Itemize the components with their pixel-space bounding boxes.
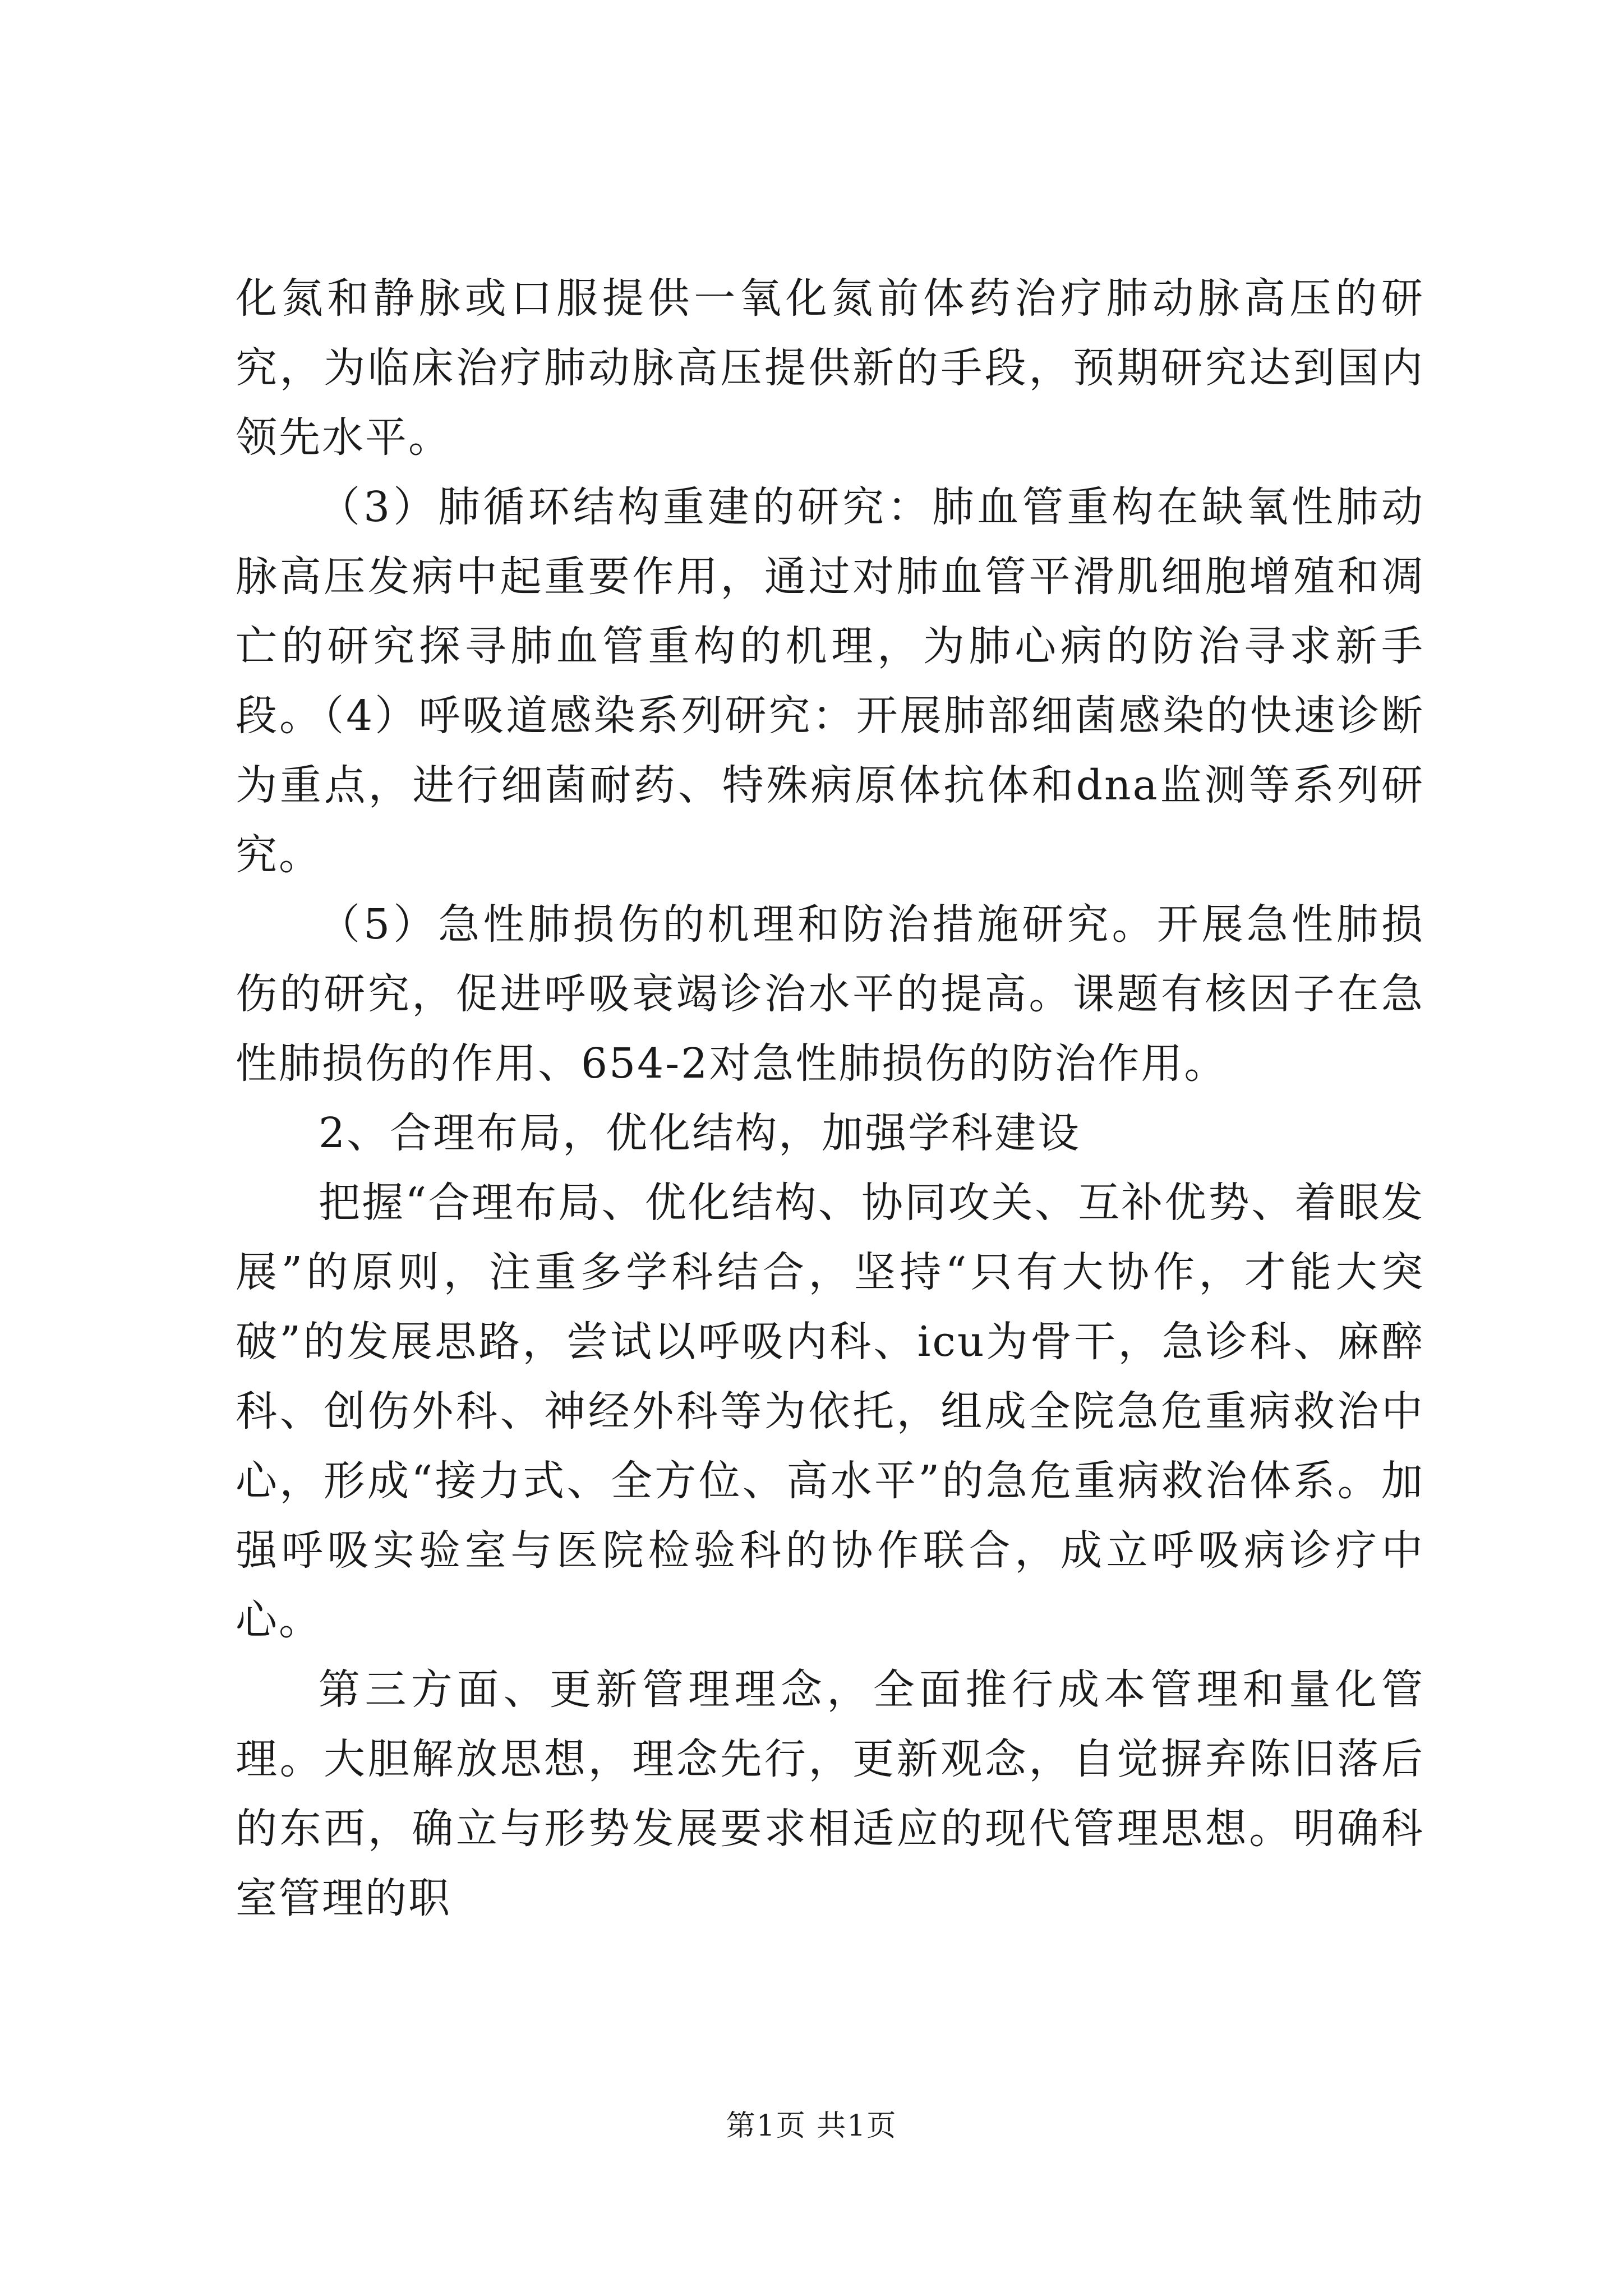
page-number-label: 第1页 共1页 [726, 2109, 897, 2143]
paragraph-part-three: 第三方面、更新管理理念，全面推行成本管理和量化管理。大胆解放思想，理念先行，更新观念，自觉摒弃陈旧落后的东西，确立与形势发展要求相适应的现代管理思想。明确科室管理的职 [236, 1665, 1424, 1922]
section-heading-2: 2、合理布局，优化结构，加强学科建设 [319, 1109, 1081, 1157]
paragraph-section-5: （5）急性肺损伤的机理和防治措施研究。开展急性肺损伤的研究，促进呼吸衰竭诊治水平的提高。课题有核因子在急性肺损伤的作用、654-2对急性肺损伤的防治作用。 [236, 900, 1424, 1088]
paragraph-section-3-4: （3）肺循环结构重建的研究：肺血管重构在缺氧性肺动脉高压发病中起重要作用，通过对肺血管平滑肌细胞增殖和凋亡的研究探寻肺血管重构的机理，为肺心病的防治寻求新手段。（4）呼吸道感染系列研究：开展肺部细菌感染的快速诊断为重点，进行细菌耐药、特殊病原体抗体和dna监测等系列研究。 [236, 483, 1424, 879]
paragraph-layout-principle: 把握“合理布局、优化结构、协同攻关、互补优势、着眼发展”的原则，注重多学科结合，坚持“只有大协作，才能大突破”的发展思路，尝试以呼吸内科、icu为骨干，急诊科、麻醉科、创伤外科、神经外科等为依托，组成全院急危重病救治中心，形成“接力式、全方位、高水平”的急危重病救治体系。加强呼吸实验室与医院检验科的协作联合，成立呼吸病诊疗中心。 [236, 1179, 1424, 1644]
page-footer [0, 2109, 1623, 2143]
paragraph-continuation: 化氮和静脉或口服提供一氧化氮前体药治疗肺动脉高压的研究，为临床治疗肺动脉高压提供新的手段，预期研究达到国内领先水平。 [236, 274, 1424, 462]
document-body [236, 264, 1424, 1933]
